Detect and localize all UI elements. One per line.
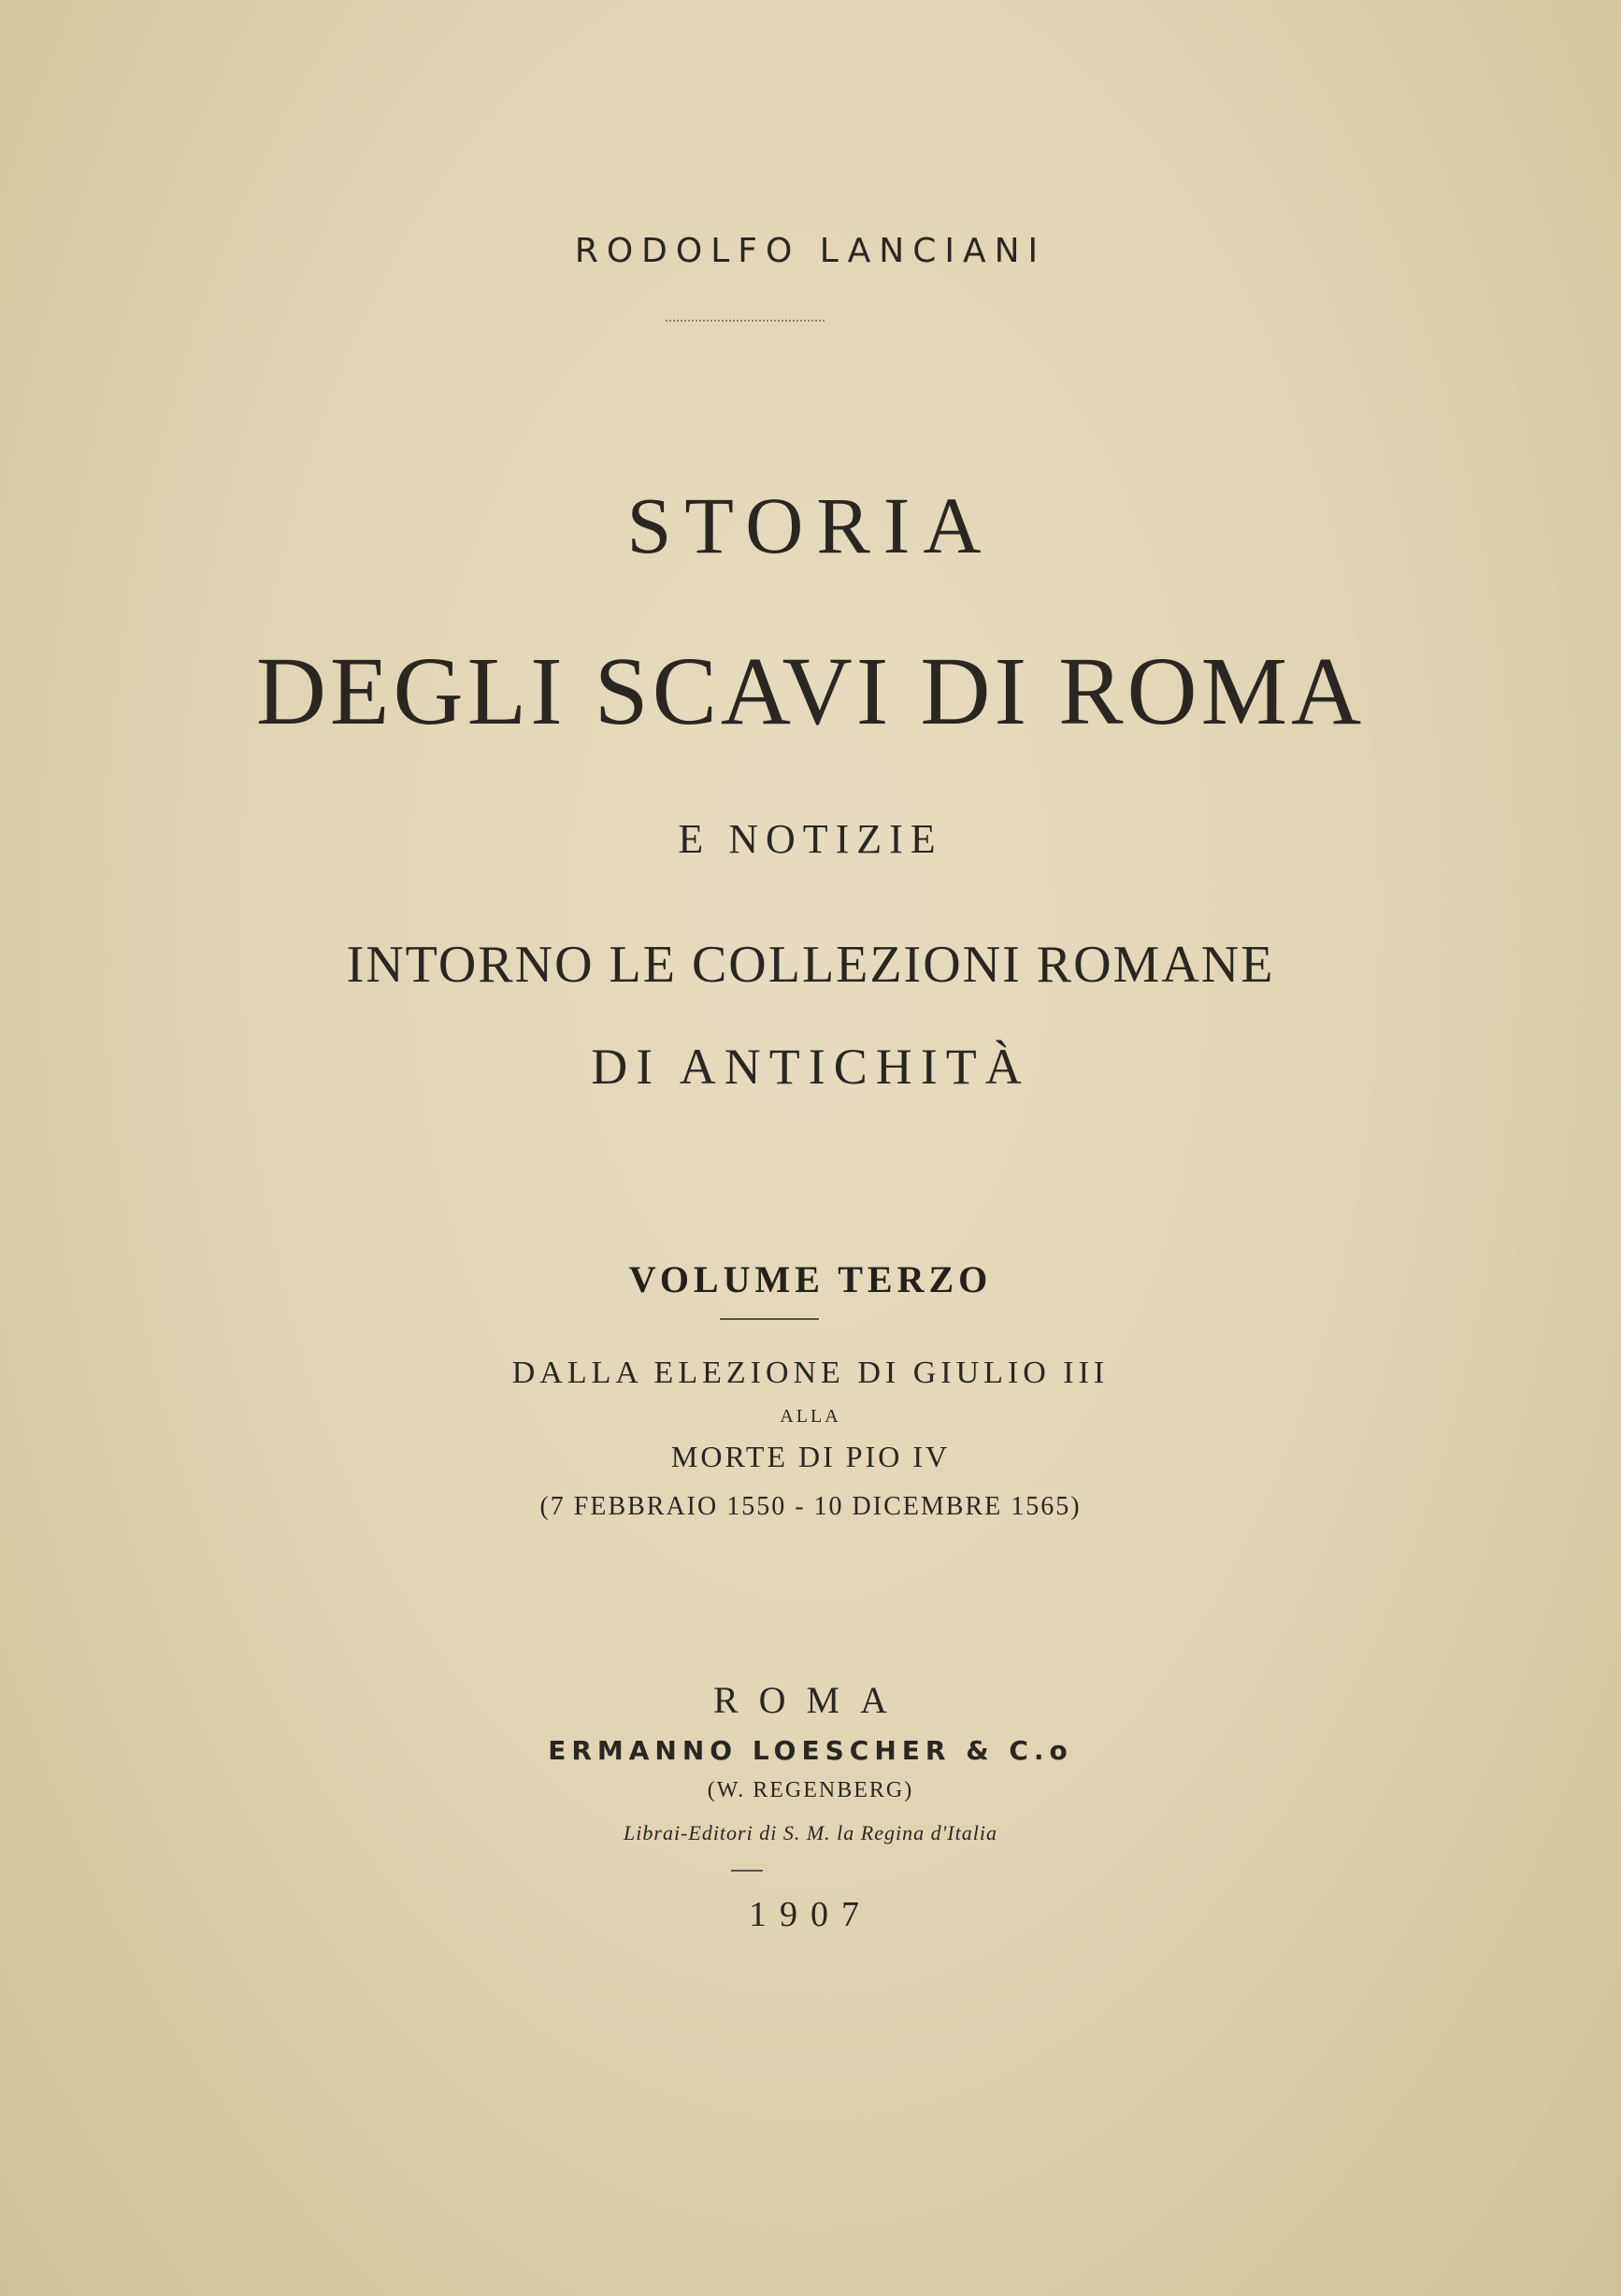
volume-label: VOLUME TERZO [628, 1258, 993, 1300]
publisher-title: Librai-Editori di S. M. la Regina d'Italia [624, 1821, 997, 1844]
subtitle-line-1: E NOTIZIE [678, 816, 943, 862]
period-dates: (7 FEBBRAIO 1550 - 10 DICEMBRE 1565) [539, 1492, 1082, 1521]
imprint-city: ROMA [712, 1679, 909, 1721]
book-title-line-1: STORIA [626, 481, 995, 570]
publication-year: 1907 [749, 1895, 872, 1934]
period-line-2: ALLA [780, 1406, 841, 1427]
author-name: RODOLFO LANCIANI [574, 232, 1047, 270]
volume-divider [720, 1318, 819, 1320]
dotted-divider [666, 320, 825, 322]
subtitle-line-2: INTORNO LE COLLEZIONI ROMANE [346, 936, 1275, 994]
publisher-note: (W. REGENBERG) [707, 1778, 914, 1802]
imprint-divider [731, 1870, 763, 1872]
publisher-name: ERMANNO LOESCHER & C.o [548, 1735, 1073, 1766]
subtitle-line-3: DI ANTICHITÀ [591, 1039, 1030, 1095]
period-line-3: MORTE DI PIO IV [670, 1440, 951, 1473]
period-line-1: DALLA ELEZIONE DI GIULIO III [511, 1356, 1110, 1390]
book-title-line-2: DEGLI SCAVI DI ROMA [255, 638, 1366, 745]
